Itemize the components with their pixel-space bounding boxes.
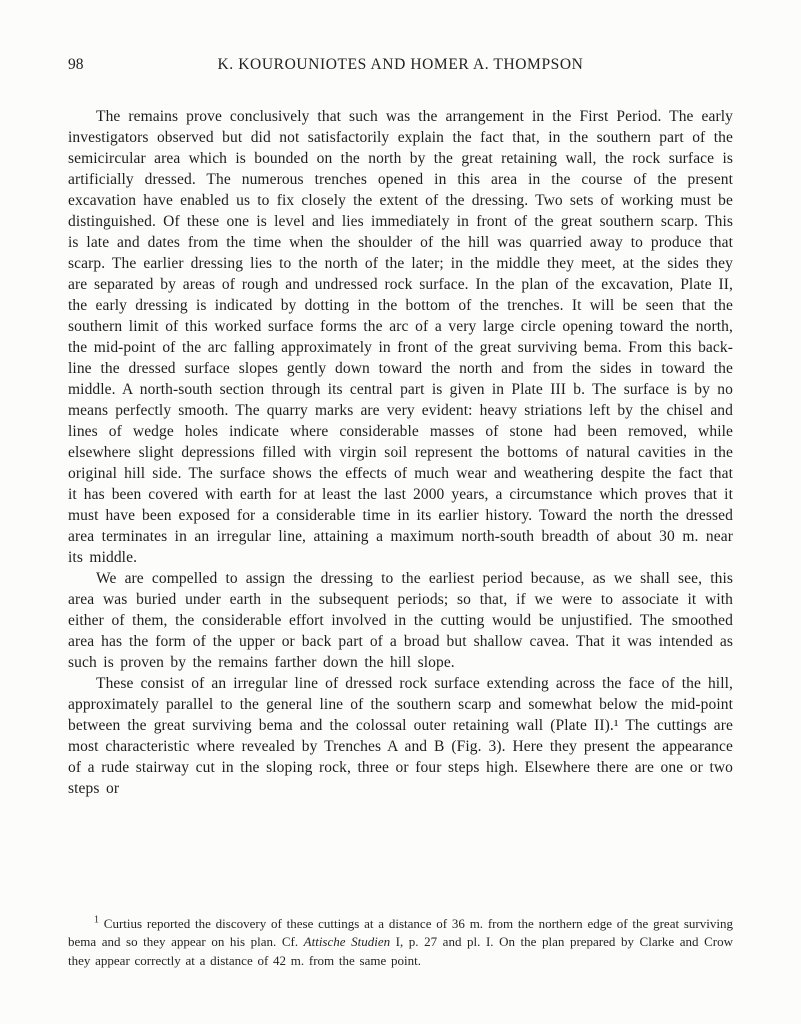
footnote (68, 915, 733, 971)
footnote-italic-title: Attische Studien (303, 934, 391, 949)
body-text (68, 106, 733, 799)
footnote-text-after: I, p. 27 and pl. I. On the plan prepared by Clarke and Crow they appear correctly at a distance of 42 m. from the same point. (68, 934, 733, 968)
page-number: 98 (68, 56, 84, 73)
paragraph-3: These consist of an irregular line of dressed rock surface extending across the face of the hill, approximately parallel to the general line of the southern scarp and somewhat below the mid-point between the great surviving bema and the colossal outer retaining wall (Plate II).¹ The cuttings are most characteristic where revealed by Trenches A and B (Fig. 3). Here they present the appearance of a rude stairway cut in the sloping rock, three or four steps high. Elsewhere there are one or two steps or (68, 675, 733, 797)
running-head: K. KOUROUNIOTES AND HOMER A. THOMPSON (217, 56, 584, 73)
footnote-section (68, 915, 733, 971)
paragraph-2: We are compelled to assign the dressing to the earliest period because, as we shall see, this area was buried under earth in the subsequent periods; so that, if we were to associate it with either of them, the considerable effort involved in the cutting would be unjustified. The smoothed area has the form of the upper or back part of a broad but shallow cavea. That it was intended as such is proven by the remains farther down the hill slope. (68, 570, 733, 671)
page-header (68, 56, 733, 74)
paragraph-1: The remains prove conclusively that such was the arrangement in the First Period. The early investigators observed but did not satisfactorily explain the fact that, in the southern part of the semicircular area which is bounded on the north by the great retaining wall, the rock surface is artificially dressed. The numerous trenches opened in this area in the course of the present excavation have enabled us to fix closely the extent of the dressing. Two sets of working must be distinguished. Of these one is level and lies immediately in front of the great southern scarp. This is late and dates from the time when the shoulder of the hill was quarried away to produce that scarp. The earlier dressing lies to the north of the later; in the middle they meet, at the sides they are separated by areas of rough and undressed rock surface. In the plan of the excavation, Plate II, the early dressing is indicated by dotting in the bottom of the trenches. It will be seen that the southern limit of this worked surface forms the arc of a very large circle opening toward the north, the mid-point of the arc falling approximately in front of the great surviving bema. From this back-line the dressed surface slopes gently down toward the north and from the sides in toward the middle. A north-south section through its central part is given in Plate III b. The surface is by no means perfectly smooth. The quarry marks are very evident: heavy striations left by the chisel and lines of wedge holes indicate where considerable masses of stone had been removed, while elsewhere slight depressions filled with virgin soil represent the bottoms of natural cavities in the original hill side. The surface shows the effects of much wear and weathering despite the fact that it has been covered with earth for at least the last 2000 years, a circumstance which proves that it must have been exposed for a considerable time in its earlier history. Toward the north the dressed area terminates in an irregular line, attaining a maximum north-south breadth of about 30 m. near its middle. (68, 108, 733, 566)
footnote-marker: 1 (94, 914, 99, 926)
footnote-text-before: Curtius reported the discovery of these cuttings at a distance of 36 m. from the northern edge of the great surviving bema and so they appear on his plan. Cf. (68, 915, 733, 949)
